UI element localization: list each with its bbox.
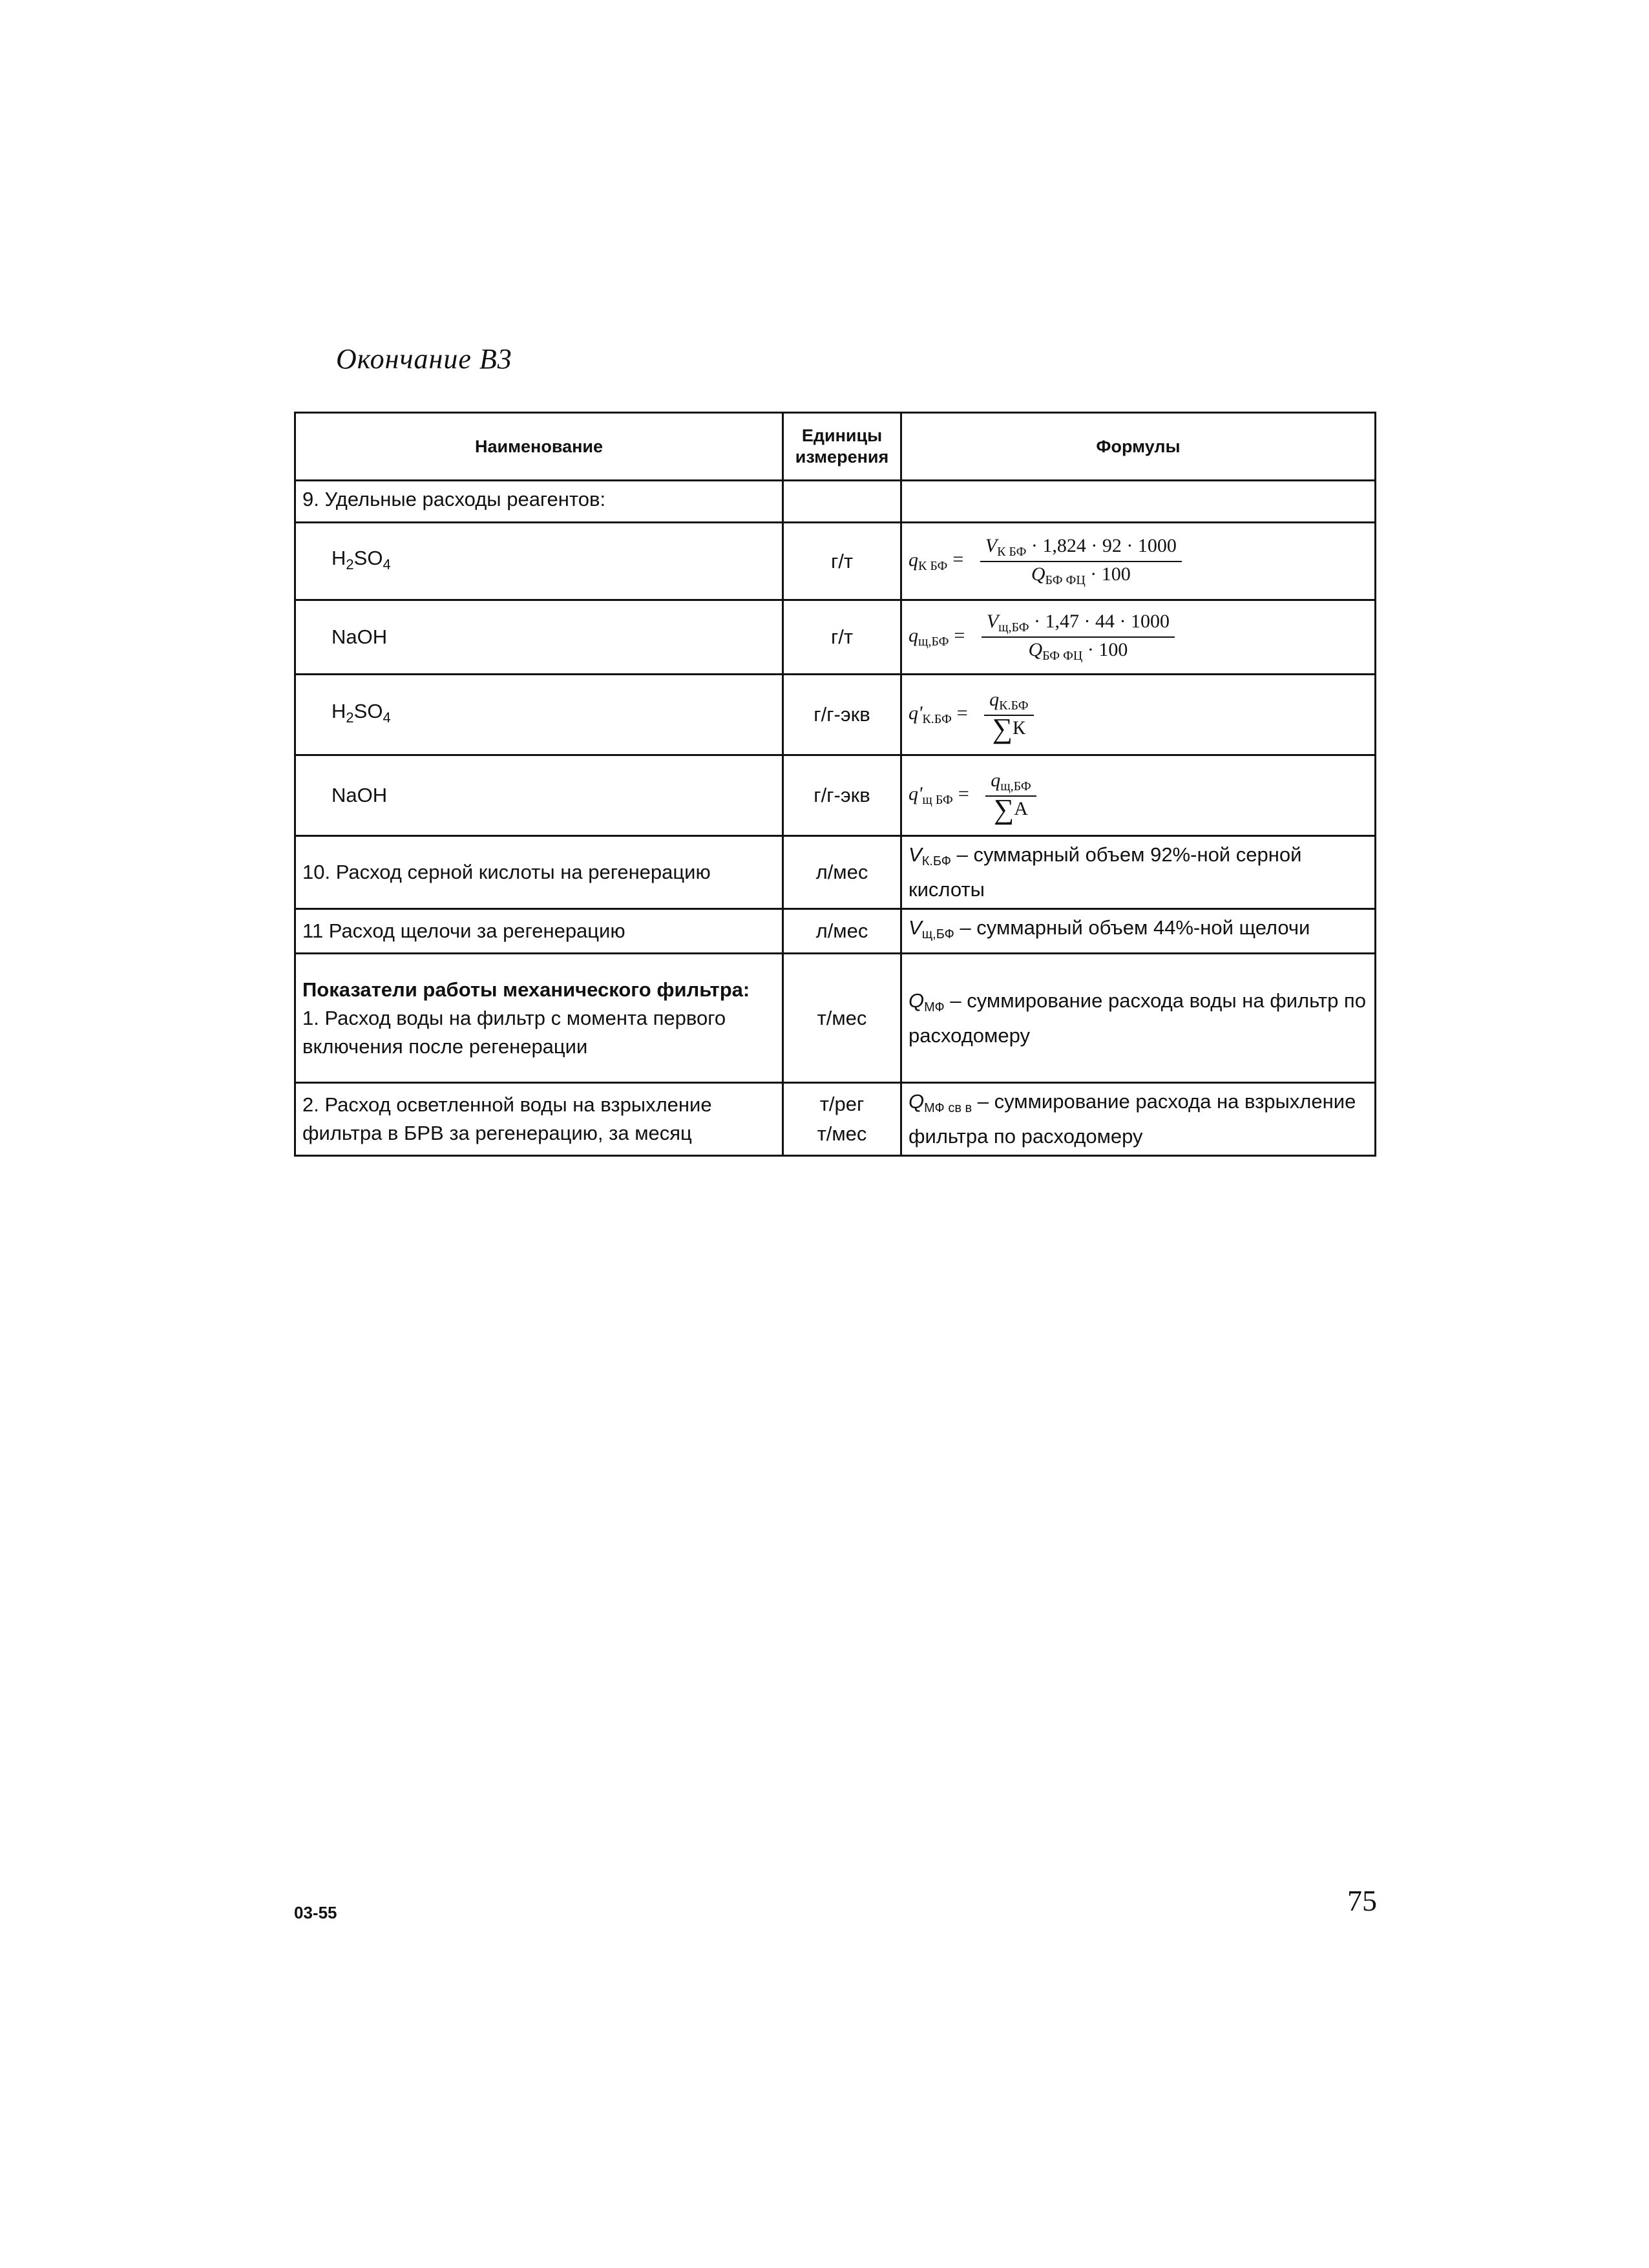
unit-cell: г/г-экв bbox=[783, 755, 901, 836]
fraction: $\frac{V_{щ,БФ} \cdot 1,47 \cdot 44 \cdot 1000}{Q_{БФ ФЦ} \cdot 100}$ bbox=[982, 611, 1175, 664]
table-row bbox=[295, 954, 1376, 1083]
row-9-title: 9. Удельные расходы реагентов: bbox=[295, 481, 783, 523]
unit-cell bbox=[783, 1083, 901, 1156]
table-row bbox=[295, 600, 1376, 675]
header-name: Наименование bbox=[295, 413, 783, 481]
fraction: $\frac{q_{щ,БФ}}{\sum А}$ bbox=[985, 770, 1036, 821]
row-11-name: 11 Расход щелочи за регенерацию bbox=[295, 909, 783, 954]
page-number: 75 bbox=[1347, 1884, 1377, 1917]
table-row bbox=[295, 523, 1376, 600]
unit-cell: л/мес bbox=[783, 909, 901, 954]
mech-filter-section bbox=[295, 954, 783, 1083]
document-code: 03-55 bbox=[294, 1903, 337, 1922]
unit-cell: г/т bbox=[783, 523, 901, 600]
table-header-row bbox=[295, 413, 1376, 481]
row-9-formula-empty bbox=[901, 481, 1376, 523]
formula-q-prime-shch-bf: $q'_{щ БФ}$ = $\frac{q_{щ,БФ}}{\sum А}$ bbox=[901, 755, 1376, 836]
unit-per-regeneration: т/рег bbox=[819, 1093, 865, 1115]
data-table bbox=[294, 412, 1376, 1157]
unit-cell: г/г-экв bbox=[783, 675, 901, 755]
row-9-unit-empty bbox=[783, 481, 901, 523]
reagent-naoh-equiv: NaOH bbox=[295, 755, 783, 836]
unit-cell: т/мес bbox=[783, 954, 901, 1083]
unit-per-month: т/мес bbox=[817, 1122, 867, 1145]
formula-q-prime-k-bf: $q'_{К.БФ}$ = $\frac{q_{К.БФ}}{\sum К}$ bbox=[901, 675, 1376, 755]
formula-q-shch-bf: $q_{щ,БФ}$ = $\frac{V_{щ,БФ} \cdot 1,47 \cdot 44 \cdot 1000}{Q_{БФ ФЦ} \cdot 100}$ bbox=[901, 600, 1376, 675]
table-row bbox=[295, 755, 1376, 836]
table-row bbox=[295, 909, 1376, 954]
table-row bbox=[295, 836, 1376, 909]
table-row bbox=[295, 1083, 1376, 1156]
header-formulas: Формулы bbox=[901, 413, 1376, 481]
row-2-description: $Q_{МФ св в}$ – суммирование расхода на взрыхление фильтра по расходомеру bbox=[901, 1083, 1376, 1156]
row-10-description: $V_{К.БФ}$ – суммарный объем 92%-ной серной кислоты bbox=[901, 836, 1376, 909]
fraction: $\frac{q_{К.БФ}}{\sum К}$ bbox=[984, 689, 1033, 740]
mech-filter-title: Показатели работы механического фильтра: bbox=[302, 978, 750, 1001]
table-row bbox=[295, 675, 1376, 755]
formula-q-k-bf: $q_{К БФ}$ = $\frac{V_{К БФ} \cdot 1,824 \cdot 92 \cdot 1000}{Q_{БФ ФЦ} \cdot 100}$ bbox=[901, 523, 1376, 600]
mech-filter-item-1: 1. Расход воды на фильтр с момента первого включения после регенерации bbox=[302, 1006, 726, 1058]
table-caption: Окончание В3 bbox=[336, 343, 512, 375]
row-10-name: 10. Расход серной кислоты на регенерацию bbox=[295, 836, 783, 909]
reagent-h2so4: $H_2SO_4$ bbox=[295, 523, 783, 600]
unit-cell: л/мес bbox=[783, 836, 901, 909]
unit-cell: г/т bbox=[783, 600, 901, 675]
fraction: $\frac{V_{К БФ} \cdot 1,824 \cdot 92 \cdot 1000}{Q_{БФ ФЦ} \cdot 100}$ bbox=[980, 535, 1182, 588]
row-2-name: 2. Расход осветленной воды на взрыхление фильтра в БРВ за регенерацию, за месяц bbox=[295, 1083, 783, 1156]
table-row bbox=[295, 481, 1376, 523]
reagent-h2so4-equiv: $H_2SO_4$ bbox=[295, 675, 783, 755]
mech-filter-description: $Q_{МФ}$ – суммирование расхода воды на фильтр по расходомеру bbox=[901, 954, 1376, 1083]
reagent-naoh: NaOH bbox=[295, 600, 783, 675]
row-11-description: $V_{щ,БФ}$ – суммарный объем 44%-ной щелочи bbox=[901, 909, 1376, 954]
header-units: Единицы измерения bbox=[783, 413, 901, 481]
